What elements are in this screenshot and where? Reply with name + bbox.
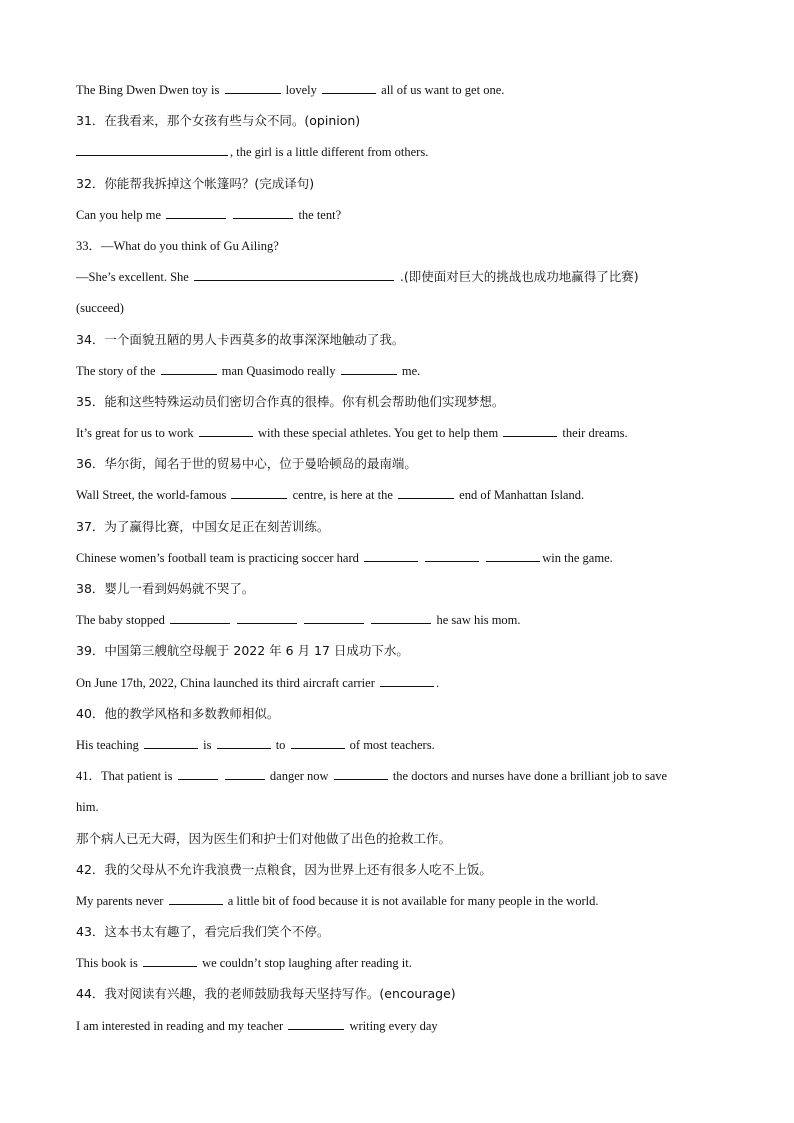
answer-blank[interactable] — [486, 549, 540, 562]
q30-english-line — [76, 80, 726, 100]
answer-blank[interactable] — [334, 767, 388, 780]
q32-english-line — [76, 205, 726, 225]
text-segment — [420, 551, 423, 565]
text-segment: with these special athletes. You get to help them — [254, 426, 502, 441]
answer-blank[interactable] — [322, 81, 376, 94]
answer-blank[interactable] — [341, 362, 397, 375]
q39-chinese-prompt: 39．中国第三艘航空母舰于 2022 年 6 月 17 日成功下水。 — [76, 643, 409, 659]
answer-blank[interactable] — [143, 954, 197, 967]
text-segment — [299, 613, 302, 627]
q34-english-line — [76, 361, 726, 381]
q40-english-line — [76, 735, 726, 755]
text-segment: danger now — [266, 769, 332, 784]
text-segment: It’s great for us to work — [76, 426, 197, 441]
text-segment: their dreams. — [559, 426, 628, 441]
q33-answer-line — [76, 267, 726, 287]
text-segment: Wall Street, the world-famous — [76, 488, 230, 503]
answer-blank[interactable] — [217, 736, 271, 749]
answer-blank[interactable] — [144, 736, 198, 749]
q37-chinese-prompt: 37．为了赢得比赛，中国女足正在刻苦训练。 — [76, 518, 330, 534]
q43-english-line — [76, 953, 726, 973]
text-segment: 41．That patient is — [76, 769, 176, 784]
text-segment: The Bing Dwen Dwen toy is — [76, 83, 223, 97]
answer-blank[interactable] — [225, 81, 281, 94]
q44-chinese-prompt: 44．我对阅读有兴趣，我的老师鼓励我每天坚持写作。(encourage) — [76, 986, 456, 1002]
q33-question: 33．—What do you think of Gu Ailing? — [76, 238, 279, 253]
q38-english-line — [76, 610, 726, 630]
answer-blank[interactable] — [166, 206, 226, 219]
answer-blank[interactable] — [288, 1017, 344, 1030]
q41-english-line — [76, 766, 726, 786]
answer-blank[interactable] — [76, 143, 228, 156]
q37-english-line — [76, 548, 726, 568]
q34-chinese-prompt: 34．一个面貌丑陋的男人卡西莫多的故事深深地触动了我。 — [76, 331, 405, 347]
q36-chinese-prompt: 36．华尔街，闻名于世的贸易中心，位于曼哈顿岛的最南端。 — [76, 456, 417, 472]
text-segment: The baby stopped — [76, 613, 168, 628]
q41-english-continuation: him. — [76, 800, 99, 815]
text-segment: I am interested in reading and my teacher — [76, 1018, 287, 1033]
answer-blank[interactable] — [304, 611, 364, 624]
text-segment: His teaching — [76, 737, 142, 752]
answer-blank[interactable] — [194, 268, 394, 281]
text-segment: we couldn’t stop laughing after reading it. — [198, 956, 412, 971]
q38-chinese-prompt: 38．婴儿一看到妈妈就不哭了。 — [76, 581, 255, 596]
q44-english-line — [76, 1016, 726, 1036]
text-segment: centre, is here at the — [289, 488, 397, 503]
text-segment: he saw his mom. — [433, 613, 521, 628]
answer-blank[interactable] — [225, 767, 265, 780]
text-segment: me. — [398, 363, 421, 378]
text-segment: end of Manhattan Island. — [456, 488, 585, 503]
answer-blank[interactable] — [371, 611, 431, 624]
q40-chinese-prompt: 40．他的教学风格和多数教师相似。 — [76, 705, 280, 721]
text-segment: the tent? — [295, 207, 342, 222]
text-segment — [366, 613, 369, 627]
q42-english-line — [76, 891, 726, 911]
q31-english-line — [76, 142, 726, 162]
text-segment — [220, 769, 223, 783]
q33-hint: (succeed) — [76, 301, 124, 316]
q31-chinese-prompt: 31．在我看来，那个女孩有些与众不同。(opinion) — [76, 113, 361, 129]
text-segment: win the game. — [542, 550, 613, 565]
answer-blank[interactable] — [178, 767, 218, 780]
q43-chinese-prompt: 43．这本书太有趣了，看完后我们笑个不停。 — [76, 924, 330, 940]
answer-blank[interactable] — [380, 674, 434, 687]
answer-blank[interactable] — [503, 424, 557, 437]
q36-english-line — [76, 485, 726, 505]
answer-blank[interactable] — [231, 486, 287, 499]
answer-blank[interactable] — [199, 424, 253, 437]
q32-chinese-prompt: 32．你能帮我拆掉这个帐篷吗？(完成译句) — [76, 175, 315, 191]
text-segment: Can you help me — [76, 207, 165, 222]
text-segment — [481, 551, 484, 565]
text-segment: a little bit of food because it is not available for many people in the world. — [224, 893, 599, 908]
text-segment: man Quasimodo really — [218, 363, 339, 378]
text-segment — [232, 613, 235, 627]
text-segment: Chinese women’s football team is practicing soccer hard — [76, 550, 363, 565]
answer-blank[interactable] — [398, 486, 454, 499]
text-segment — [228, 208, 231, 222]
text-segment: On June 17th, 2022, China launched its third aircraft carrier — [76, 675, 378, 690]
answer-blank[interactable] — [364, 549, 418, 562]
document-page — [76, 80, 726, 1047]
text-segment: of most teachers. — [346, 737, 435, 752]
text-segment: lovely — [282, 83, 321, 97]
text-segment: writing every day — [346, 1018, 438, 1033]
q41-chinese-translation: 那个病人已无大碍，因为医生们和护士们对他做了出色的抢救工作。 — [76, 830, 452, 846]
text-segment: The story of the — [76, 363, 159, 378]
text-segment: all of us want to get one. — [378, 83, 505, 97]
text-segment: This book is — [76, 956, 141, 971]
text-segment: My parents never — [76, 893, 167, 908]
text-segment: to — [272, 737, 289, 752]
q39-english-line — [76, 673, 726, 693]
answer-blank[interactable] — [170, 611, 230, 624]
answer-blank[interactable] — [291, 736, 345, 749]
q35-chinese-prompt: 35．能和这些特殊运动员们密切合作真的很棒。你有机会帮助他们实现梦想。 — [76, 393, 505, 409]
text-segment: the doctors and nurses have done a brilliant job to save — [389, 769, 668, 784]
q42-chinese-prompt: 42．我的父母从不允许我浪费一点粮食，因为世界上还有很多人吃不上饭。 — [76, 861, 492, 877]
text-segment: —She’s excellent. She — [76, 270, 192, 285]
q35-english-line — [76, 423, 726, 443]
text-segment: . — [436, 675, 440, 690]
text-segment: is — [199, 737, 215, 752]
answer-blank[interactable] — [233, 206, 293, 219]
answer-blank[interactable] — [237, 611, 297, 624]
text-segment: , the girl is a little different from others. — [230, 145, 429, 160]
answer-blank[interactable] — [161, 362, 217, 375]
answer-blank[interactable] — [425, 549, 479, 562]
answer-blank[interactable] — [169, 892, 223, 905]
text-segment: .(即使面对巨大的挑战也成功地赢得了比赛) — [395, 269, 639, 285]
